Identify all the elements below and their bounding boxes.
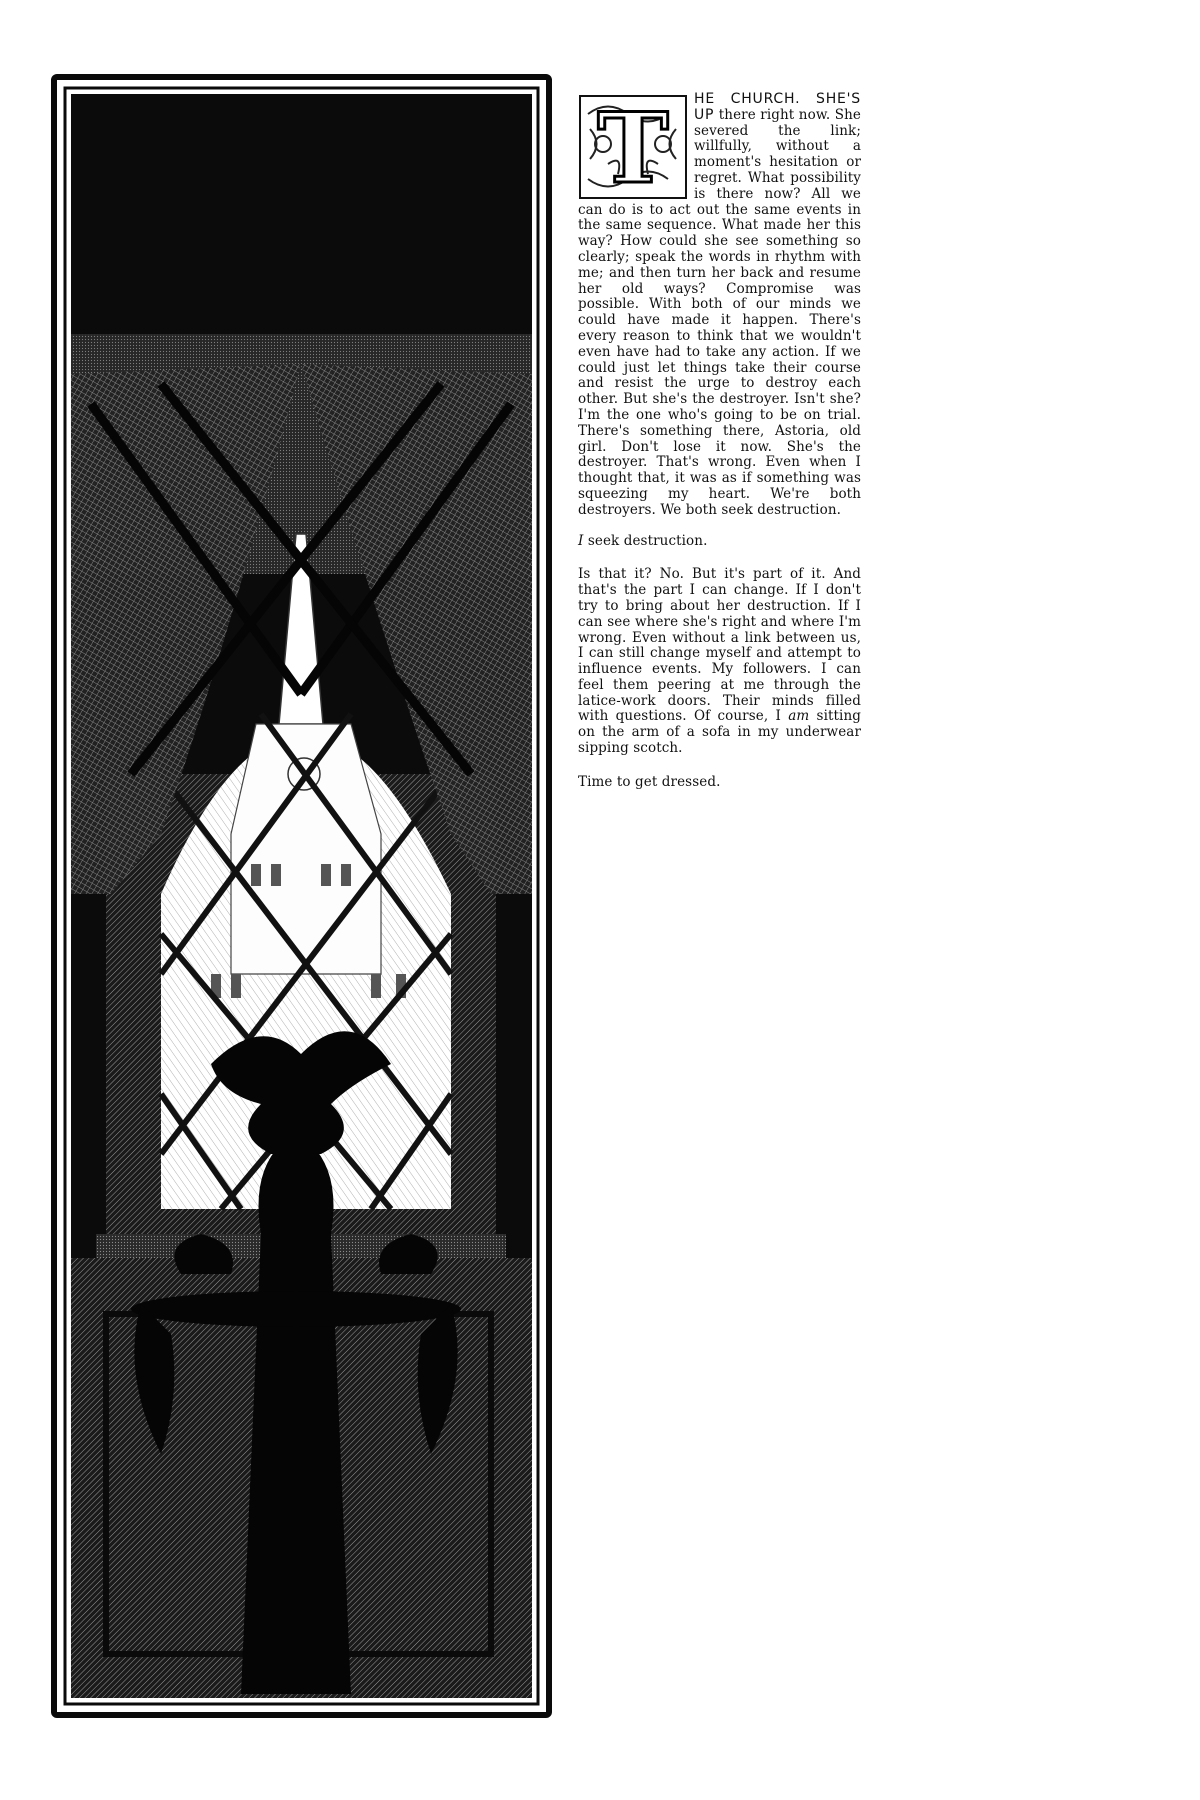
window-illustration <box>51 74 552 1718</box>
third-paragraph-part-a: Is that it? No. But it's part of it. And that's the part I can change. If I don't try to bring about her destruction. If I can see where she's right and where I'm wrong. Even without a link between us, I can still change myself and attempt to influence events. My followers. I can feel them peering at me through the latice-work doors. Their minds filled with questions. Of course, I <box>578 566 861 725</box>
closing-paragraph: Time to get dressed. <box>578 773 721 790</box>
drop-cap-letter: T <box>597 94 669 200</box>
ornamental-drop-cap-icon <box>578 94 688 200</box>
opening-body: there right now. She severed the link; willfully, without a moment's hesitation or regret. What possibility is there now? All we can do is to act out the same events in the same sequence. What made her this way? How could she see something so clearly; speak the words in rhythm with me; and then turn her back and resume her old ways? Compromise was possible. With both of our minds we could have made it happen. There's every reason to think that we wouldn't even have had to take any action. If we could just let things take their course and resist the urge to destroy each other. But she's the destroyer. Isn't she? I'm the one who's going to be on trial. There's something there, Astoria, old girl. Don't lose it now. She's the destroyer. That's wrong. Even when I thought that, it was as if something was squeezing my heart. We're both destroyers. We both seek destruction. <box>578 106 861 518</box>
emphasis-i: I <box>578 532 584 549</box>
emphasis-am: am <box>788 708 810 725</box>
third-paragraph <box>578 567 861 757</box>
third-paragraph-part-b: sitting on the arm of a sofa in my underwear sipping scotch. <box>578 708 861 757</box>
opening-lead-caps: HE CHURCH. SHE'S UP <box>694 91 861 123</box>
second-paragraph <box>578 534 861 550</box>
second-paragraph-text: seek destruction. <box>583 532 708 549</box>
prose-column <box>578 92 861 809</box>
